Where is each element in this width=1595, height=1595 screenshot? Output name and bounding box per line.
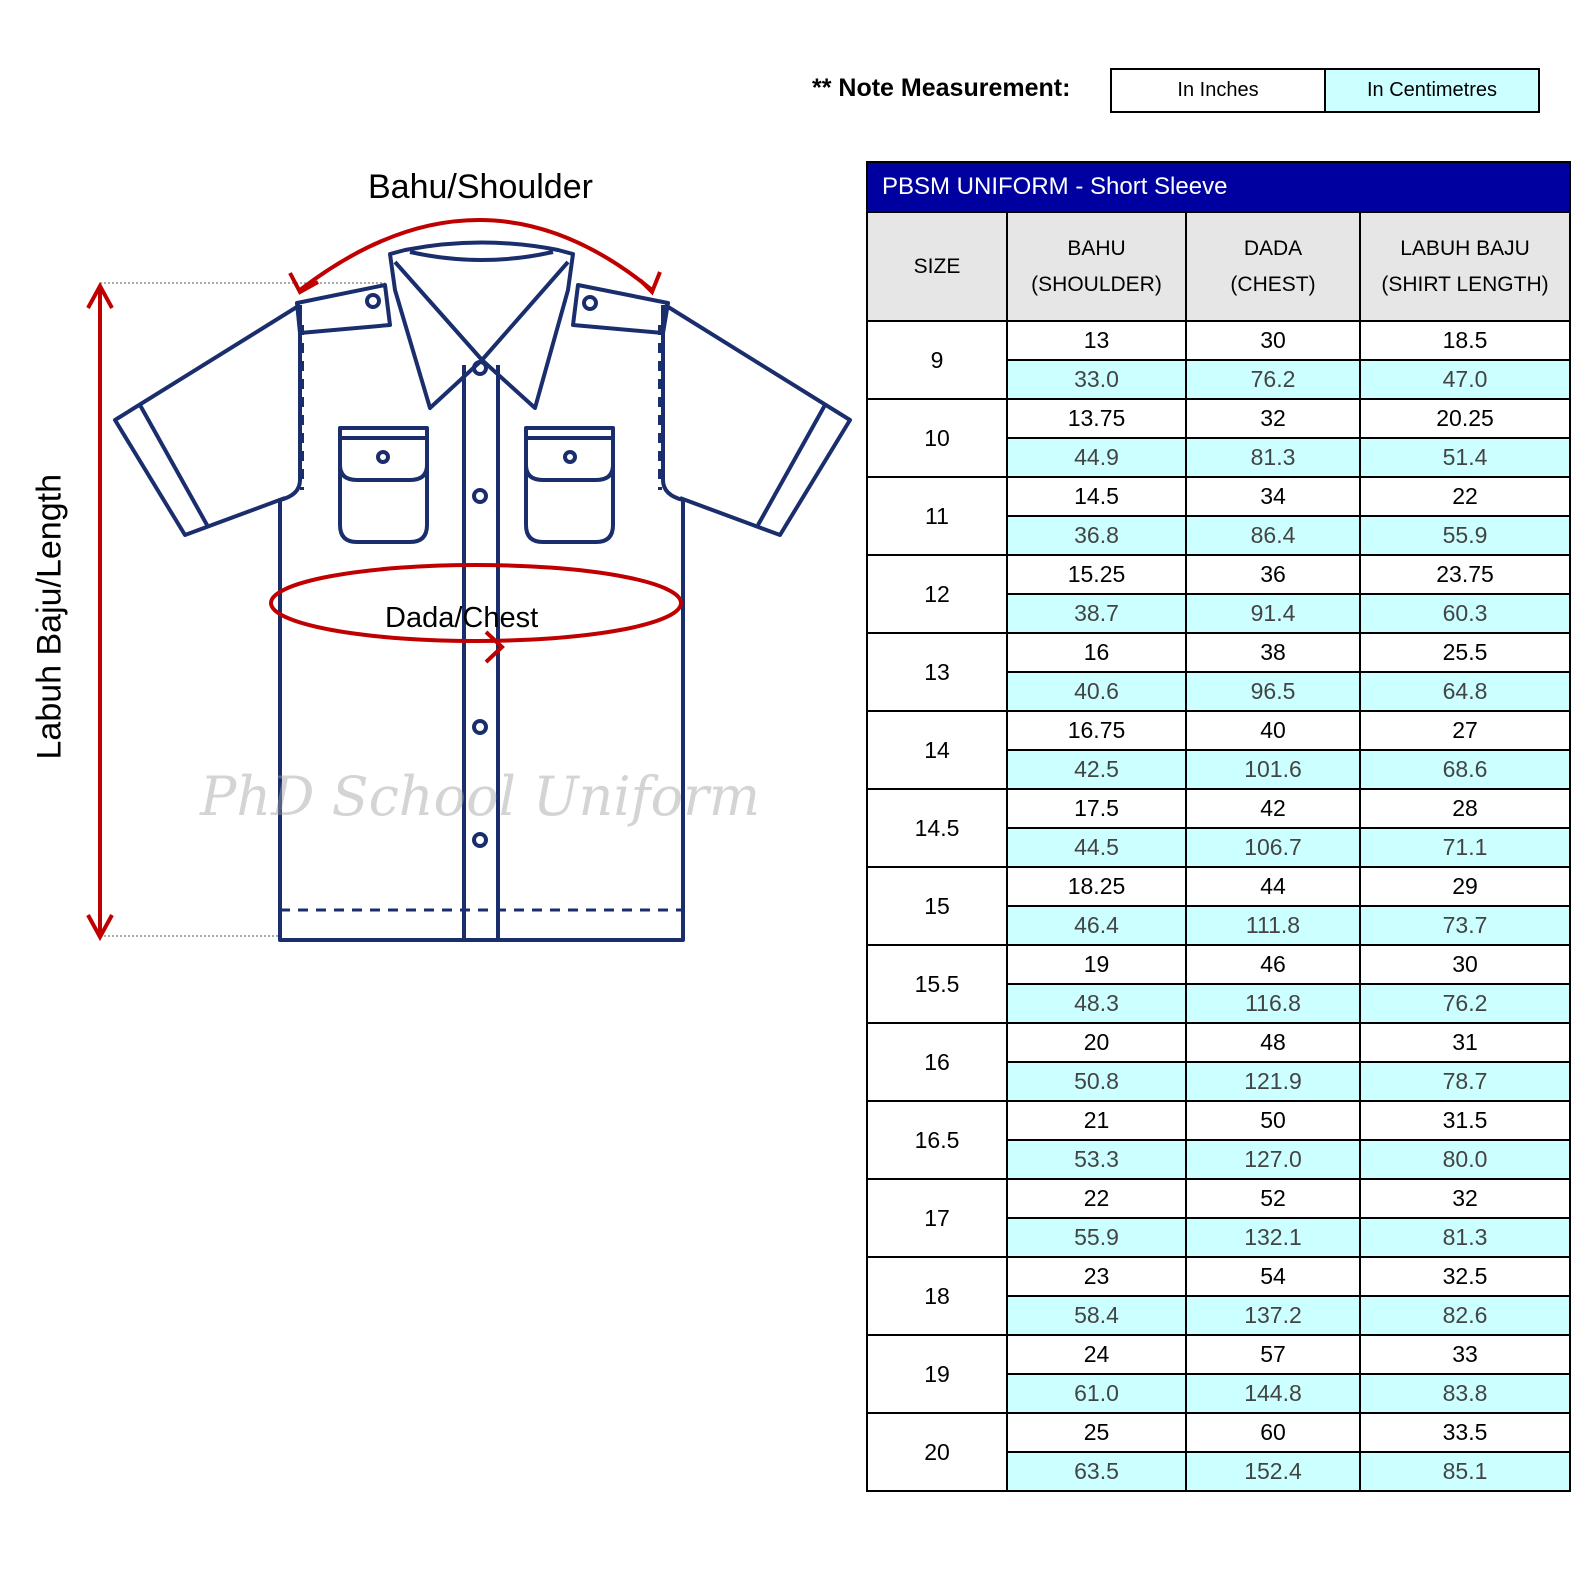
inches-value: 33.5 <box>1360 1413 1570 1452</box>
inches-value: 21 <box>1007 1101 1186 1140</box>
cm-value: 137.2 <box>1186 1296 1360 1335</box>
inches-value: 19 <box>1007 945 1186 984</box>
size-chart-table <box>866 161 1571 1492</box>
cm-value: 46.4 <box>1007 906 1186 945</box>
inches-value: 38 <box>1186 633 1360 672</box>
inches-value: 32 <box>1360 1179 1570 1218</box>
inches-value: 31.5 <box>1360 1101 1570 1140</box>
inches-value: 25 <box>1007 1413 1186 1452</box>
inches-value: 20 <box>1007 1023 1186 1062</box>
size-cell: 13 <box>867 633 1007 711</box>
table-row-inches <box>867 1101 1570 1140</box>
legend-centimetres: In Centimetres <box>1326 70 1538 111</box>
cm-value: 60.3 <box>1360 594 1570 633</box>
table-row-inches <box>867 1179 1570 1218</box>
measurement-legend <box>1110 68 1540 113</box>
cm-value: 64.8 <box>1360 672 1570 711</box>
cm-value: 73.7 <box>1360 906 1570 945</box>
inches-value: 60 <box>1186 1413 1360 1452</box>
header-size: SIZE <box>867 212 1007 321</box>
cm-value: 44.5 <box>1007 828 1186 867</box>
inches-value: 18.5 <box>1360 321 1570 360</box>
cm-value: 127.0 <box>1186 1140 1360 1179</box>
size-cell: 20 <box>867 1413 1007 1491</box>
cm-value: 91.4 <box>1186 594 1360 633</box>
table-row-inches <box>867 399 1570 438</box>
table-title: PBSM UNIFORM - Short Sleeve <box>867 162 1570 212</box>
inches-value: 20.25 <box>1360 399 1570 438</box>
chest-label: Dada/Chest <box>385 602 539 634</box>
cm-value: 61.0 <box>1007 1374 1186 1413</box>
cm-value: 50.8 <box>1007 1062 1186 1101</box>
table-row-inches <box>867 1413 1570 1452</box>
inches-value: 18.25 <box>1007 867 1186 906</box>
inches-value: 40 <box>1186 711 1360 750</box>
inches-value: 33 <box>1360 1335 1570 1374</box>
size-cell: 9 <box>867 321 1007 399</box>
cm-value: 116.8 <box>1186 984 1360 1023</box>
cm-value: 63.5 <box>1007 1452 1186 1491</box>
note-measurement-label: ** Note Measurement: <box>812 74 1071 102</box>
table-row-inches <box>867 633 1570 672</box>
cm-value: 48.3 <box>1007 984 1186 1023</box>
inches-value: 16.75 <box>1007 711 1186 750</box>
inches-value: 23 <box>1007 1257 1186 1296</box>
cm-value: 68.6 <box>1360 750 1570 789</box>
header-chest: DADA (CHEST) <box>1186 212 1360 321</box>
size-cell: 11 <box>867 477 1007 555</box>
inches-value: 13 <box>1007 321 1186 360</box>
table-row-inches <box>867 945 1570 984</box>
table-row-inches <box>867 555 1570 594</box>
cm-value: 81.3 <box>1360 1218 1570 1257</box>
cm-value: 55.9 <box>1360 516 1570 555</box>
inches-value: 28 <box>1360 789 1570 828</box>
size-cell: 18 <box>867 1257 1007 1335</box>
cm-value: 58.4 <box>1007 1296 1186 1335</box>
cm-value: 42.5 <box>1007 750 1186 789</box>
size-cell: 17 <box>867 1179 1007 1257</box>
size-cell: 16.5 <box>867 1101 1007 1179</box>
cm-value: 76.2 <box>1186 360 1360 399</box>
cm-value: 80.0 <box>1360 1140 1570 1179</box>
cm-value: 121.9 <box>1186 1062 1360 1101</box>
inches-value: 32.5 <box>1360 1257 1570 1296</box>
table-row-inches <box>867 1335 1570 1374</box>
size-cell: 15 <box>867 867 1007 945</box>
table-row-inches <box>867 1257 1570 1296</box>
cm-value: 132.1 <box>1186 1218 1360 1257</box>
cm-value: 83.8 <box>1360 1374 1570 1413</box>
table-row-inches <box>867 711 1570 750</box>
table-row-inches <box>867 1023 1570 1062</box>
inches-value: 46 <box>1186 945 1360 984</box>
cm-value: 47.0 <box>1360 360 1570 399</box>
inches-value: 24 <box>1007 1335 1186 1374</box>
inches-value: 36 <box>1186 555 1360 594</box>
shoulder-label: Bahu/Shoulder <box>368 168 593 206</box>
inches-value: 44 <box>1186 867 1360 906</box>
cm-value: 101.6 <box>1186 750 1360 789</box>
inches-value: 23.75 <box>1360 555 1570 594</box>
inches-value: 50 <box>1186 1101 1360 1140</box>
inches-value: 17.5 <box>1007 789 1186 828</box>
inches-value: 34 <box>1186 477 1360 516</box>
inches-value: 30 <box>1186 321 1360 360</box>
size-cell: 14 <box>867 711 1007 789</box>
header-shoulder: BAHU (SHOULDER) <box>1007 212 1186 321</box>
table-row-inches <box>867 477 1570 516</box>
cm-value: 78.7 <box>1360 1062 1570 1101</box>
cm-value: 152.4 <box>1186 1452 1360 1491</box>
legend-inches: In Inches <box>1112 70 1326 111</box>
size-cell: 19 <box>867 1335 1007 1413</box>
cm-value: 36.8 <box>1007 516 1186 555</box>
inches-value: 15.25 <box>1007 555 1186 594</box>
cm-value: 81.3 <box>1186 438 1360 477</box>
cm-value: 53.3 <box>1007 1140 1186 1179</box>
cm-value: 44.9 <box>1007 438 1186 477</box>
inches-value: 30 <box>1360 945 1570 984</box>
cm-value: 144.8 <box>1186 1374 1360 1413</box>
cm-value: 33.0 <box>1007 360 1186 399</box>
size-cell: 10 <box>867 399 1007 477</box>
cm-value: 55.9 <box>1007 1218 1186 1257</box>
table-row-inches <box>867 321 1570 360</box>
inches-value: 22 <box>1360 477 1570 516</box>
inches-value: 31 <box>1360 1023 1570 1062</box>
inches-value: 27 <box>1360 711 1570 750</box>
watermark: PhD School Uniform <box>200 765 761 828</box>
inches-value: 13.75 <box>1007 399 1186 438</box>
inches-value: 14.5 <box>1007 477 1186 516</box>
inches-value: 32 <box>1186 399 1360 438</box>
cm-value: 111.8 <box>1186 906 1360 945</box>
cm-value: 51.4 <box>1360 438 1570 477</box>
inches-value: 22 <box>1007 1179 1186 1218</box>
cm-value: 96.5 <box>1186 672 1360 711</box>
cm-value: 82.6 <box>1360 1296 1570 1335</box>
header-shirt-length: LABUH BAJU (SHIRT LENGTH) <box>1360 212 1570 321</box>
cm-value: 106.7 <box>1186 828 1360 867</box>
cm-value: 71.1 <box>1360 828 1570 867</box>
size-cell: 14.5 <box>867 789 1007 867</box>
inches-value: 42 <box>1186 789 1360 828</box>
inches-value: 16 <box>1007 633 1186 672</box>
cm-value: 38.7 <box>1007 594 1186 633</box>
size-table-body <box>867 321 1570 1491</box>
table-row-inches <box>867 789 1570 828</box>
shirt-illustration <box>0 150 860 980</box>
cm-value: 86.4 <box>1186 516 1360 555</box>
size-cell: 16 <box>867 1023 1007 1101</box>
length-label: Labuh Baju/Length <box>30 474 69 760</box>
inches-value: 48 <box>1186 1023 1360 1062</box>
size-cell: 15.5 <box>867 945 1007 1023</box>
inches-value: 25.5 <box>1360 633 1570 672</box>
table-row-inches <box>867 867 1570 906</box>
size-cell: 12 <box>867 555 1007 633</box>
cm-value: 85.1 <box>1360 1452 1570 1491</box>
inches-value: 57 <box>1186 1335 1360 1374</box>
cm-value: 40.6 <box>1007 672 1186 711</box>
inches-value: 52 <box>1186 1179 1360 1218</box>
inches-value: 29 <box>1360 867 1570 906</box>
cm-value: 76.2 <box>1360 984 1570 1023</box>
shirt-diagram <box>0 150 860 980</box>
inches-value: 54 <box>1186 1257 1360 1296</box>
